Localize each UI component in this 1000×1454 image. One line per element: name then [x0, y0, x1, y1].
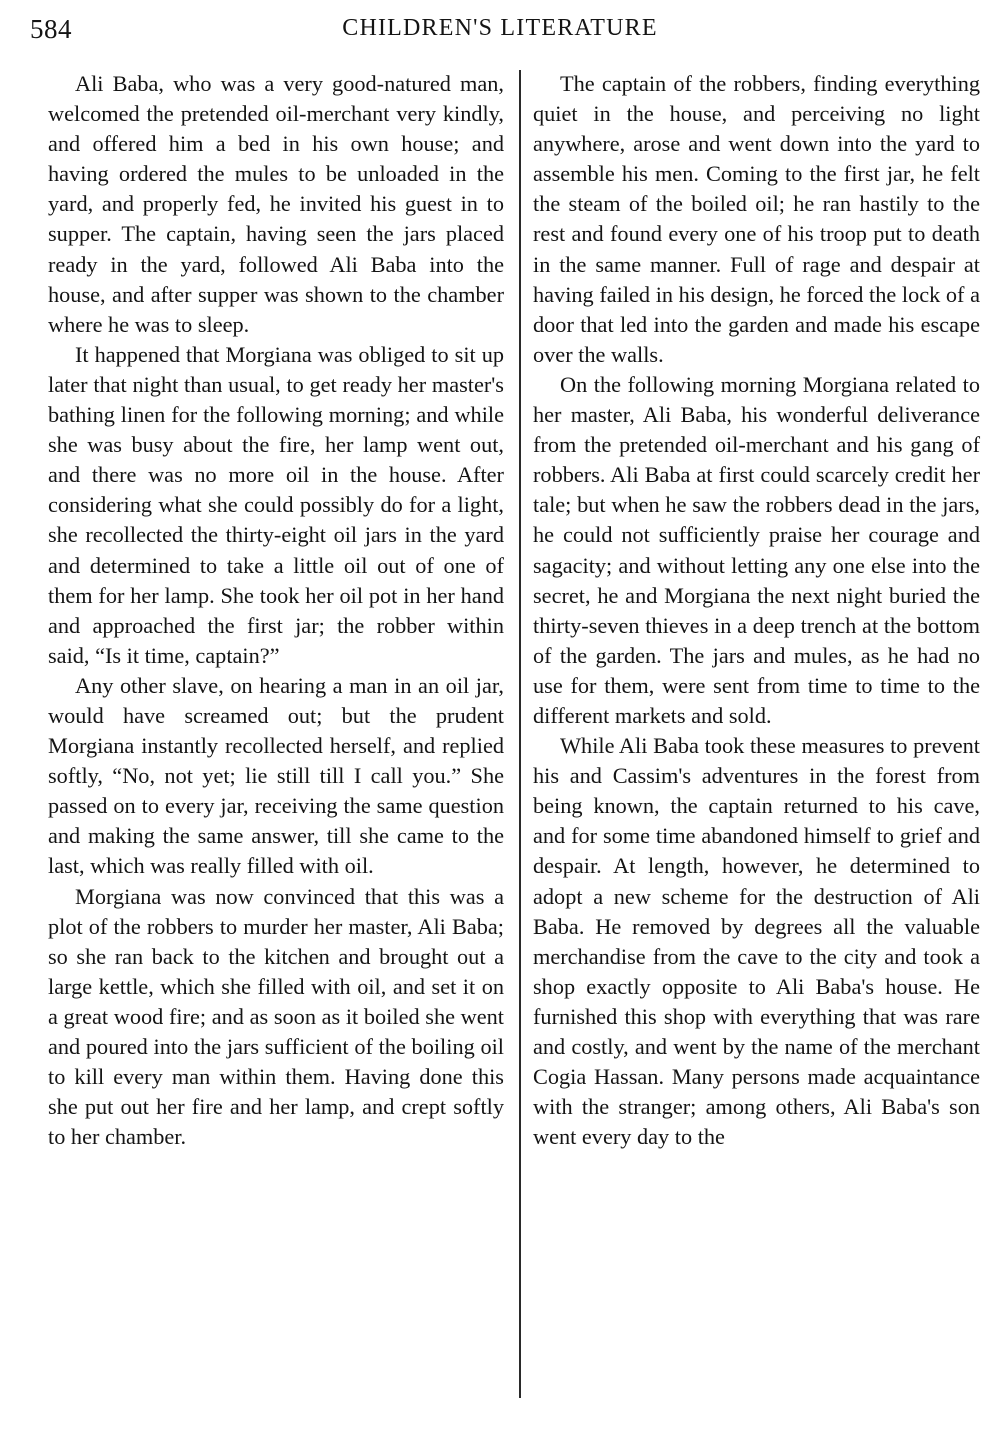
paragraph: Morgiana was now convinced that this was a plot of the robbers to murder her master, Ali Baba; so she ran back to the kitchen and brought out a large kettle, which she filled with oil, and set it on a great wood fire; and as soon as it boiled she went and poured into the jars sufficient of the boiling oil to kill every man within them. Having done this she put out her fire and her lamp, and crept softly to her chamber. — [48, 883, 504, 1150]
paragraph: On the following morning Morgiana related to her master, Ali Baba, his wonderful deliverance from the pretended oil-merchant and his gang of robbers. Ali Baba at first could scarcely credit her tale; but when he saw the robbers dead in the jars, he could not sufficiently praise her courage and sagacity; and without letting any one else into the secret, he and Morgiana the next night buried the thirty-seven thieves in a deep trench at the bottom of the garden. The jars and mules, as he had no use for them, were sent from time to time to the different markets and sold. — [533, 371, 980, 728]
paragraph: Any other slave, on hearing a man in an oil jar, would have screamed out; but the prudent Morgiana instantly recollected herself, and replied softly, “No, not yet; lie still till I call you.” She passed on to every jar, receiving the same question and making the same answer, till she came to the last, which was really filled with oil. — [48, 672, 504, 879]
left-column — [48, 69, 504, 1152]
paragraph: The captain of the robbers, finding everything quiet in the house, and perceiving no light anywhere, arose and went down into the yard to assemble his men. Coming to the first jar, he felt the steam of the boiled oil; he ran hastily to the rest and found every one of his troop put to death in the same manner. Full of rage and despair at having failed in his design, he forced the lock of a door that led into the garden and made his escape over the walls. — [533, 71, 980, 367]
right-column — [533, 69, 980, 1152]
running-title: CHILDREN'S LITERATURE — [342, 15, 658, 41]
column-divider — [519, 70, 521, 1398]
page-number: 584 — [30, 14, 72, 44]
page-header — [0, 10, 1000, 50]
paragraph: While Ali Baba took these measures to prevent his and Cassim's adventures in the forest from being known, the captain returned to his cave, and for some time abandoned himself to grief and despair. At length, however, he determined to adopt a new scheme for the destruction of Ali Baba. He removed by degrees all the valuable merchandise from the cave to the city and took a shop exactly opposite to Ali Baba's house. He furnished this shop with everything that was rare and costly, and went by the name of the merchant Cogia Hassan. Many persons made acquaintance with the stranger; among others, Ali Baba's son went every day to the — [533, 733, 980, 1150]
paragraph: It happened that Morgiana was obliged to sit up later that night than usual, to get ready her master's bathing linen for the following morning; and while she was busy about the fire, her lamp went out, and there was no more oil in the house. After considering what she could possibly do for a light, she recollected the thirty-eight oil jars in the yard and determined to take a little oil out of one of them for her lamp. She took her oil pot in her hand and approached the first jar; the robber within said, “Is it time, captain?” — [48, 341, 504, 668]
paragraph: Ali Baba, who was a very good-natured man, welcomed the pretended oil-merchant very kindly, and offered him a bed in his own house; and having ordered the mules to be unloaded in the yard, and properly fed, he invited his guest in to supper. The captain, having seen the jars placed ready in the yard, followed Ali Baba into the house, and after supper was shown to the chamber where he was to sleep. — [48, 71, 504, 337]
